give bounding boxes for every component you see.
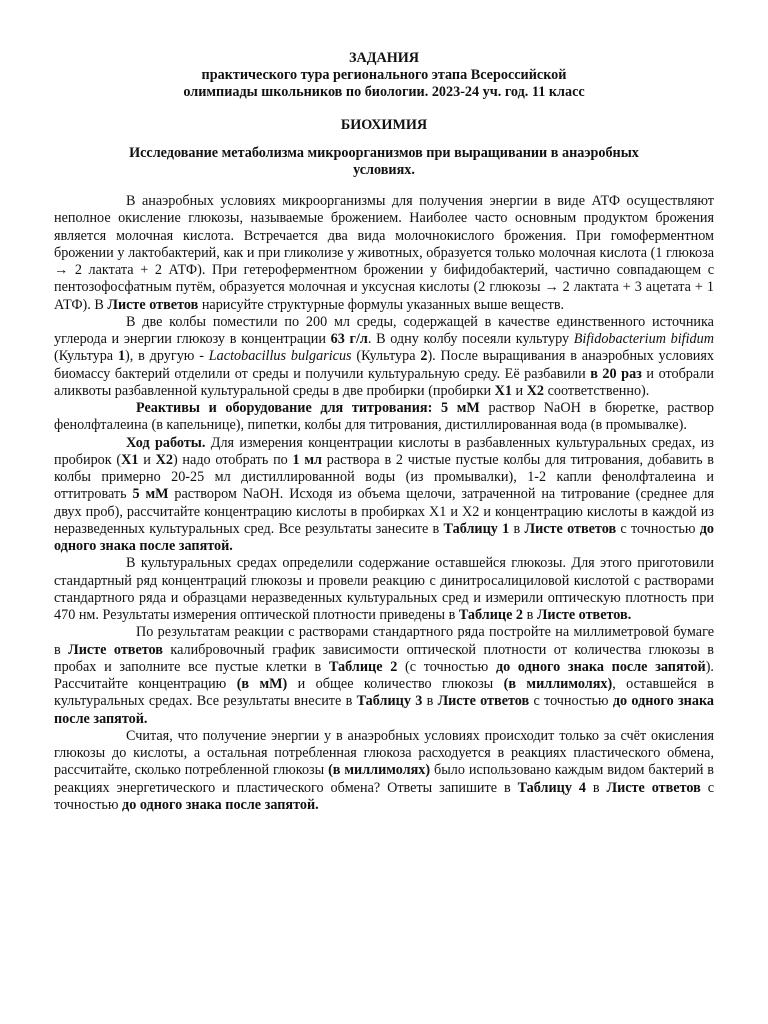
- text-span: В культуральных средах определили содержание оставшейся глюкозы. Для этого приготовили стандартный ряд концентраций глюкозы и провели реакцию с динитросалициловой кислотой с растворами стандартного ряда и образцами неразведенных культуральных сред и измерили оптическую плотность при 470 нм. Результаты измерения оптической плотности приведены в: [54, 555, 714, 623]
- bold-span: в 20 раз: [590, 365, 642, 382]
- header-subtitle-line-2: олимпиады школьников по биологии. 2023-24 уч. год. 11 класс: [183, 84, 585, 100]
- text-span: и: [138, 451, 156, 468]
- paragraph-glucose: [54, 555, 714, 624]
- bold-span: Таблице 2: [458, 607, 524, 623]
- bold-span: Листе ответов: [68, 641, 163, 658]
- bold-span: Ход работы.: [126, 434, 206, 451]
- text-span: нарисуйте структурные формулы указанных выше веществ.: [198, 296, 565, 313]
- paragraph-intro: [54, 193, 714, 314]
- bold-span: 1 мл: [292, 451, 322, 468]
- bold-span: (в миллимолях): [328, 762, 431, 779]
- bold-span: до одного знака после запятой.: [54, 693, 715, 727]
- bold-span: X2: [526, 382, 545, 399]
- bold-span: Листе ответов: [437, 693, 530, 710]
- bold-span: Таблицу 4: [517, 779, 586, 796]
- paragraph-calibration: [54, 624, 714, 728]
- bold-span: 2: [420, 348, 428, 365]
- text-span: ) надо отобрать по: [172, 451, 293, 468]
- bold-span: (в мМ): [236, 676, 288, 692]
- text-span: в: [509, 520, 525, 537]
- bold-span: Листе ответов.: [536, 607, 632, 623]
- text-span: с точностью: [616, 520, 700, 537]
- bold-span: X1: [121, 451, 139, 468]
- document-body: [54, 193, 714, 814]
- bold-span: 1: [117, 348, 126, 365]
- header-subtitle-line-1: практического тура регионального этапа Всероссийской: [201, 67, 567, 83]
- text-span: (Культура: [54, 348, 118, 365]
- bold-span: до одного знака после запятой.: [54, 520, 714, 554]
- bold-span: до одного знака после запятой.: [122, 796, 319, 813]
- bold-span: Листе ответов: [606, 779, 701, 796]
- italic-span: Bifidobacterium bifidum: [573, 331, 714, 347]
- text-span: По результатам реакции с растворами стандартного ряда постройте на миллиметровой бумаге в: [54, 624, 714, 658]
- bold-span: 5 мМ: [132, 486, 169, 503]
- text-span: было использовано каждым видом бактерий в реакциях энергетического и пластического обмена? Ответы запишите в: [54, 762, 715, 796]
- text-span: Считая, что получение энергии у в анаэробных условиях происходит только за счёт окисления глюкозы до кислоты, а остальная потребленная глюкоза расходуется в реакциях пластического обмена, рассчитайте, сколько потребленной глюкозы: [54, 727, 714, 779]
- bold-span: (в миллимолях): [503, 676, 613, 692]
- text-span: (Культура: [351, 348, 421, 365]
- text-span: В две колбы поместили по 200 мл среды, содержащей в качестве единственного источника углерода и энергии глюкозу в концентрации: [54, 313, 714, 347]
- text-span: в: [523, 607, 537, 623]
- bold-span: X2: [155, 451, 173, 468]
- text-span: с точностью: [529, 693, 613, 710]
- bold-span: Таблицу 1: [443, 520, 510, 537]
- document-header: [60, 50, 708, 101]
- text-span: и отобрали аликвоты разбавленной культуральной среды в две пробирки (пробирки: [54, 365, 714, 399]
- text-span: раствор NaOH в бюретке, раствор фенолфталеина (в капельнице), пипетки, колбы для титрования, дистиллированная вода (в промывалке).: [54, 400, 714, 434]
- text-span: с точностью: [54, 779, 715, 813]
- bold-span: Реактивы и оборудование для титрования: 5 мМ: [136, 400, 480, 416]
- text-span: ), в другую -: [125, 348, 209, 365]
- bold-span: Таблицу 3: [356, 693, 423, 710]
- paragraph-procedure: [54, 435, 714, 556]
- text-span: в: [585, 779, 607, 796]
- bold-span: Таблице 2: [328, 658, 398, 675]
- italic-span: Lactobacillus bulgaricus: [208, 348, 352, 365]
- text-span: калибровочный график зависимости оптической плотности от количества глюкозы в пробах и заполните все пустые клетки в: [54, 641, 714, 675]
- bold-span: Листе ответов: [524, 520, 617, 537]
- header-title: ЗАДАНИЯ: [348, 50, 420, 66]
- task-title: Исследование метаболизма микроорганизмов при выращивании в анаэробных условиях.: [129, 145, 639, 178]
- text-span: В анаэробных условиях микроорганизмы для получения энергии в виде АТФ осуществляют неполное окисление глюкозы, называемые брожением. Наиболее часто основным продуктом брожения является молочная кислота. Встречается два вида молочнокислого брожения. При гомоферментном брожении у лактобактерий, как и при гликолизе у животных, образуется только молочная кислота (1 глюкоза → 2 лактата + 2 АТФ). При гетероферментном брожении у бифидобактерий, частично совпадающем с пентозофосфатным путём, образуется молочная и уксусная кислоты (2 глюкозы → 2 лактата + 3 ацетата + 1 АТФ). В: [54, 193, 714, 313]
- text-span: (с точностью: [397, 658, 496, 675]
- text-span: Для измерения концентрации кислоты в разбавленных культуральных средах, из пробирок (: [54, 434, 714, 468]
- bold-span: до одного знака после запятой: [495, 658, 706, 675]
- text-span: ). После выращивания в анаэробных условиях биомассу бактерий отделили от среды и получили культуральную среду. Её разбавили: [54, 348, 714, 382]
- text-span: . В одну колбу посеяли культуру: [367, 331, 574, 347]
- text-span: раствора в 2 чистые пустые колбы для титрования, добавить в колбы примерно 20-25 мл дистиллированной воды (из промывалки), 1-2 капли фенолфталеина и оттитровать: [54, 451, 715, 503]
- bold-span: Листе ответов: [107, 296, 199, 313]
- text-span: и: [512, 382, 527, 399]
- text-span: , оставшейся в культуральных средах. Все результаты внесите в: [54, 676, 714, 710]
- paragraph-reagents: [54, 400, 714, 435]
- bold-span: X1: [494, 382, 512, 399]
- subject-heading: БИОХИМИЯ: [340, 117, 428, 133]
- text-span: и общее количество глюкозы: [287, 676, 504, 692]
- text-span: раствором NaOH. Исходя из объема щелочи, затраченной на титрование (среднее для двух проб), рассчитайте концентрацию кислоты в пробирках X1 и X2 и концентрацию кислоты в каждой из неразведенных культуральных сред. Все результаты занесите в: [54, 486, 714, 537]
- text-span: ). Рассчитайте концентрацию: [54, 658, 714, 692]
- text-span: соответственно).: [544, 382, 650, 399]
- text-span: в: [422, 693, 438, 710]
- paragraph-energy: [54, 728, 714, 814]
- paragraph-cultures: [54, 314, 714, 400]
- bold-span: 63 г/л: [330, 331, 368, 347]
